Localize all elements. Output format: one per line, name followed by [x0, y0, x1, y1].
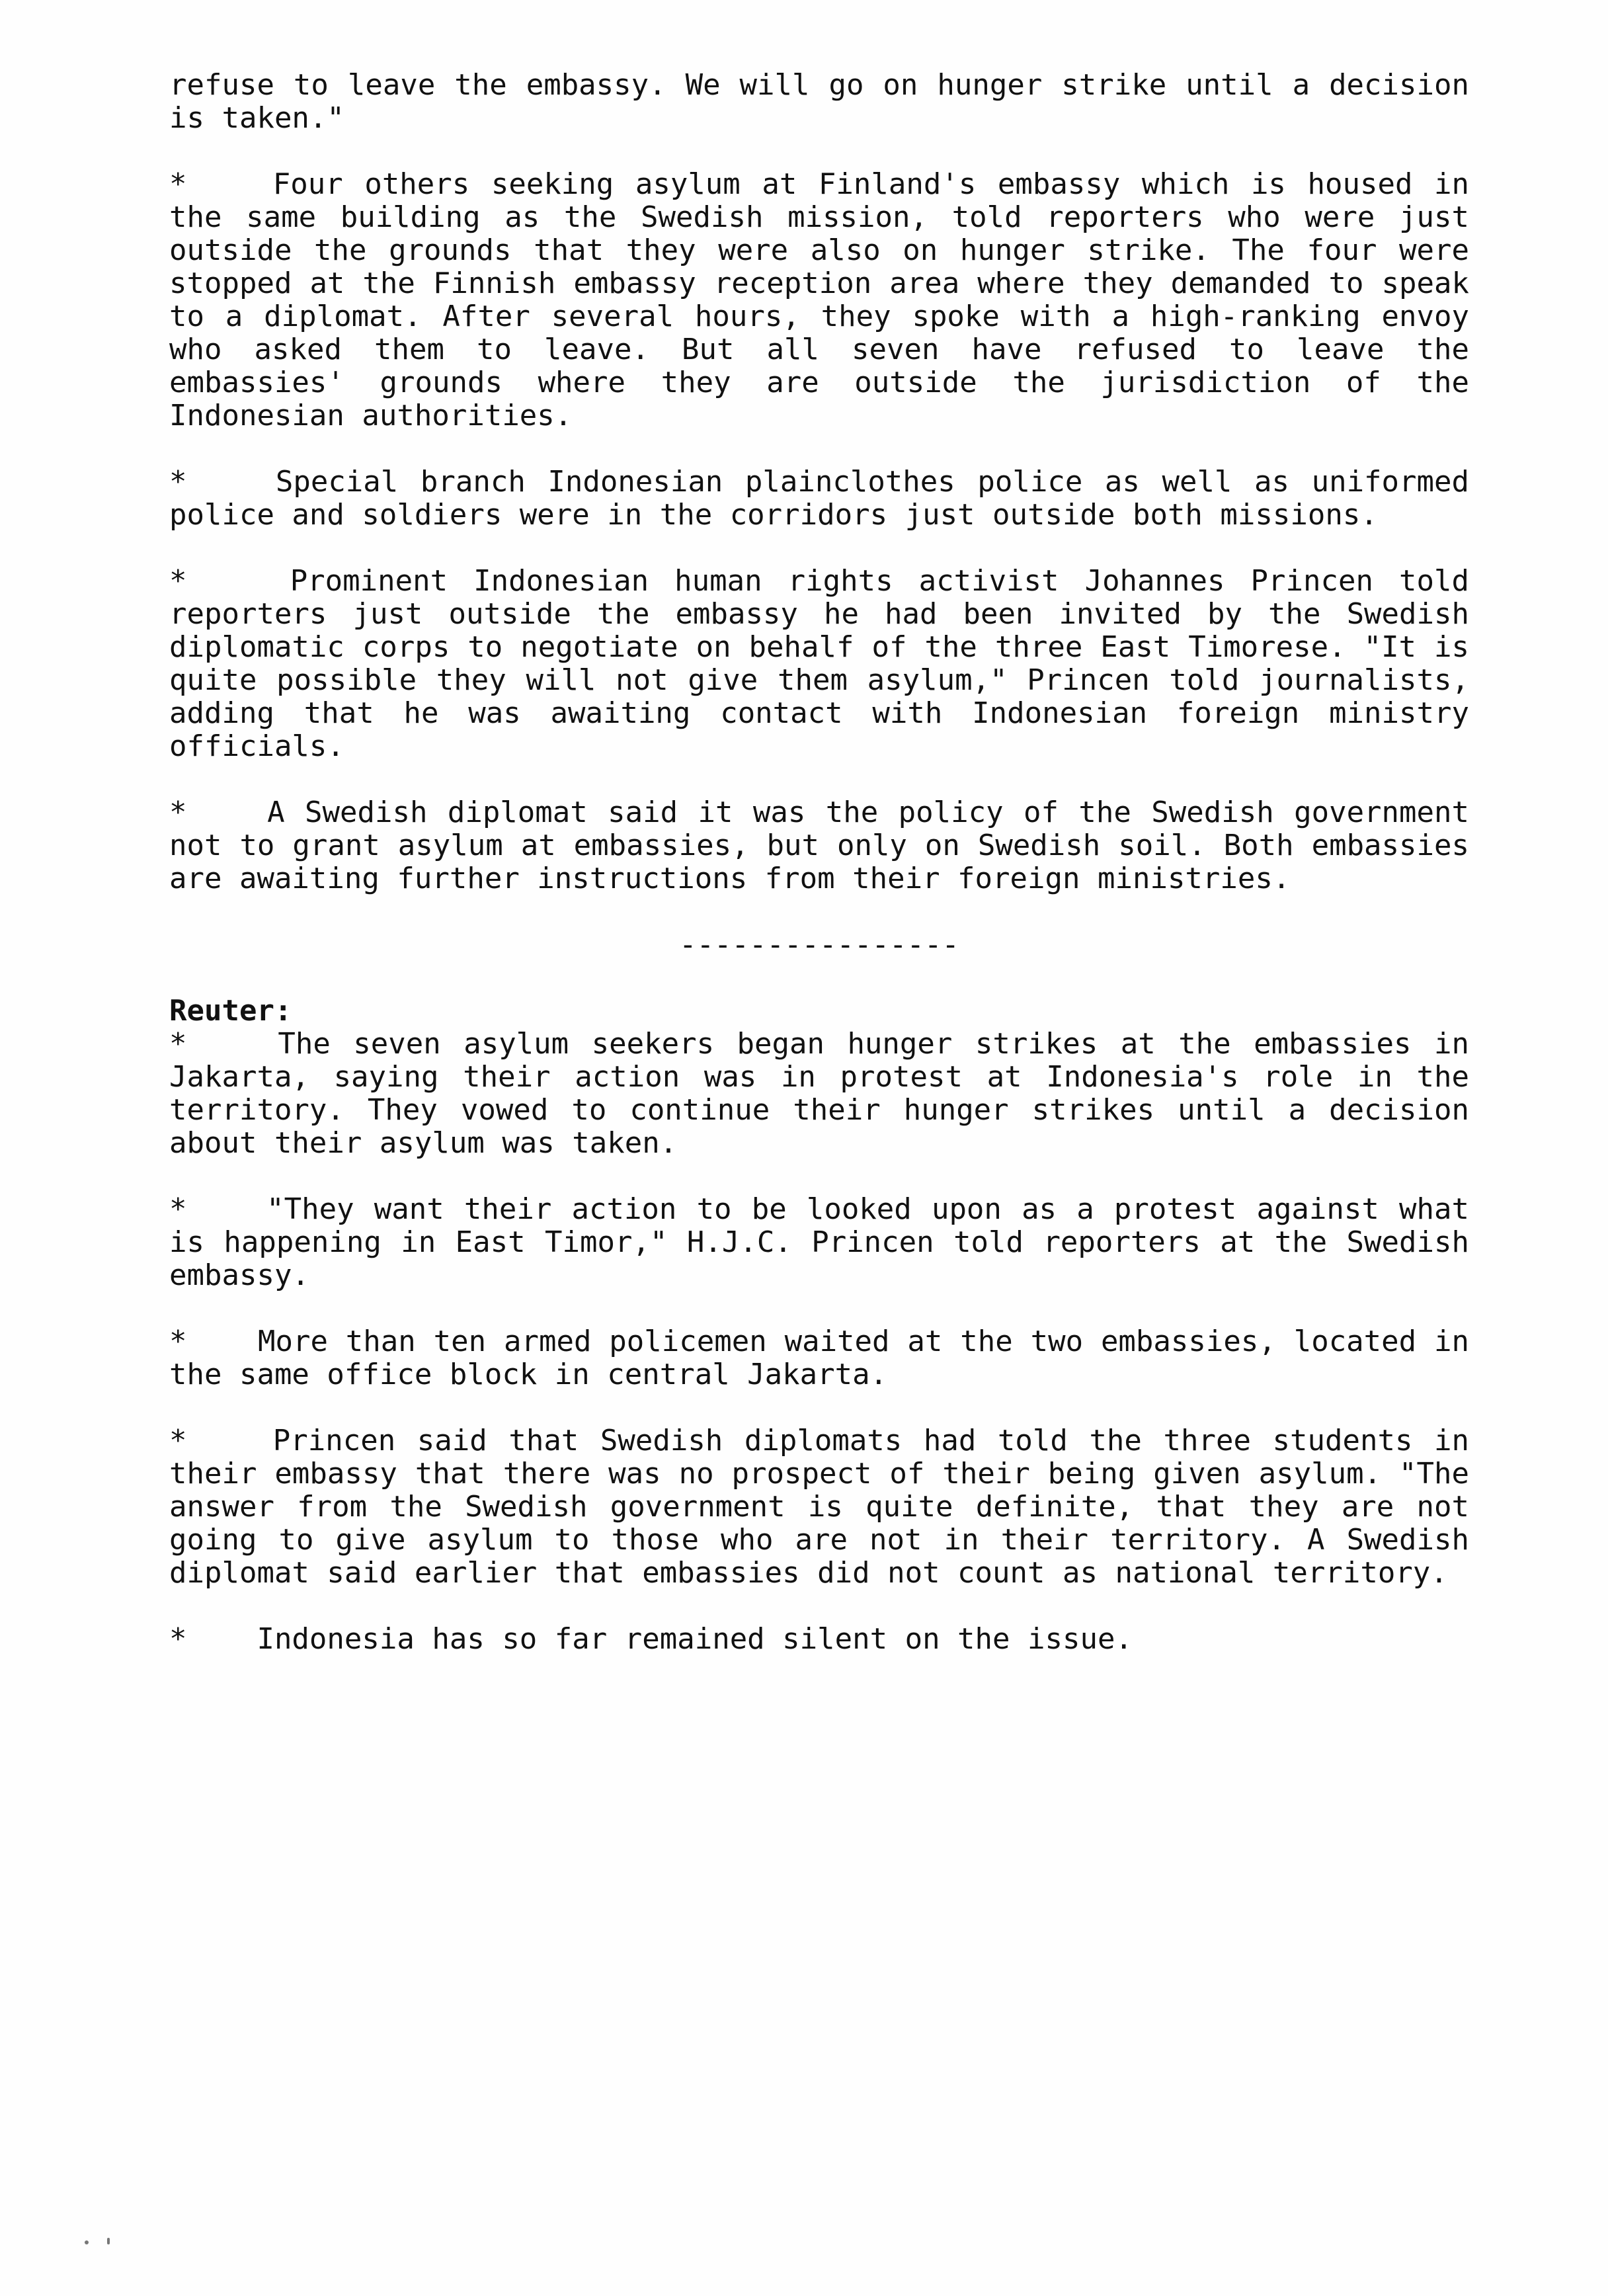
bullet-paragraph: * Special branch Indonesian plainclothes police as well as uniformed police and soldiers were in the corridors just outside both missions. — [169, 465, 1487, 532]
bullet-paragraph: * Prominent Indonesian human rights activist Johannes Princen told reporters just outside the embassy he had been invited by the Swedish diplomatic corps to negotiate on behalf of the three East Timorese. "It is quite possible they will not give them asylum," Princen told journalists, adding that he was awaiting contact with Indonesian foreign ministry officials. — [169, 564, 1487, 763]
bullet-paragraph: * Indonesia has so far remained silent on the issue. — [169, 1622, 1133, 1656]
source-heading: Reuter: — [169, 994, 292, 1028]
bullet-paragraph: * More than ten armed policemen waited at the two embassies, located in the same office block in central Jakarta. — [169, 1325, 1487, 1391]
bullet-paragraph: * Princen said that Swedish diplomats had told the three students in their embassy that there was no prospect of their being given asylum. "The answer from the Swedish government is quite definite, that they are not going to give asylum to those who are not in their territory. A Swedish diplomat said earlier that embassies did not count as national territory. — [169, 1424, 1487, 1590]
bullet-paragraph: * Four others seeking asylum at Finland's embassy which is housed in the same building as the Swedish mission, told reporters who were just outside the grounds that they were also on hunger strike. The four were stopped at the Finnish embassy reception area where they demanded to speak to a diplomat. After several hours, they spoke with a high-ranking envoy who asked them to leave. But all seven have refused to leave the embassies' grounds where they are outside the jurisdiction of the Indonesian authorities. — [169, 167, 1487, 432]
scan-speck — [85, 2240, 89, 2244]
bullet-paragraph: * The seven asylum seekers began hunger strikes at the embassies in Jakarta, saying their action was in protest at Indonesia's role in the territory. They vowed to continue their hunger strikes until a decision about their asylum was taken. — [169, 1027, 1487, 1160]
bullet-paragraph: * A Swedish diplomat said it was the policy of the Swedish government not to grant asylum at embassies, but only on Swedish soil. Both embassies are awaiting further instructions from their foreign ministries. — [169, 796, 1487, 895]
bullet-paragraph: * "They want their action to be looked upon as a protest against what is happening in East Timor," H.J.C. Princen told reporters at the Swedish embassy. — [169, 1192, 1487, 1292]
document-body — [169, 68, 1487, 1689]
scan-speck — [107, 2238, 110, 2244]
intro-paragraph: refuse to leave the embassy. We will go on hunger strike until a decision is taken." — [169, 68, 1487, 135]
section-separator: ---------------- — [679, 928, 959, 962]
